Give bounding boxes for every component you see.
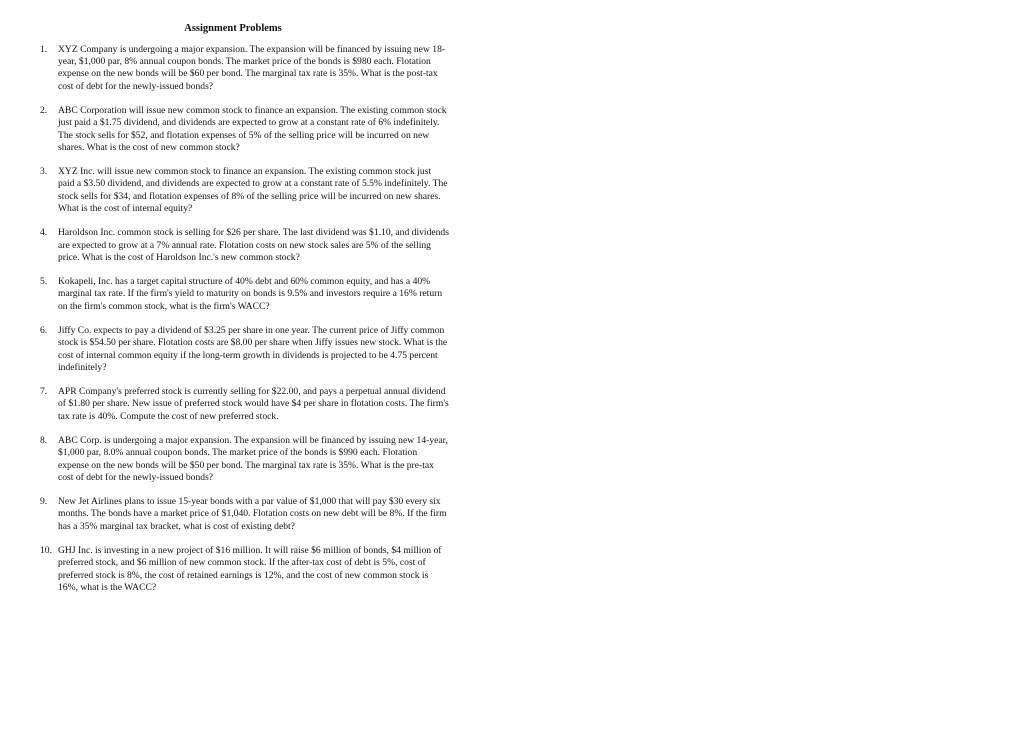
problem-text: ABC Corporation will issue new common stock to finance an expansion. The existing common stock just paid a $1.75 dividend, and dividends are expected to grow at a constant rate of 6% indefinitely. The stock sells for $52, and flotation expenses of 5% of the selling price will be incurred on new shares. What is the cost of new common stock? (58, 105, 447, 153)
problem-item-7 (40, 386, 450, 423)
problem-text: New Jet Airlines plans to issue 15-year bonds with a par value of $1,000 that will pay $30 every six months. The bonds have a market price of $1,040. Flotation costs on new debt will be 8%. If the firm has a 35% marginal tax bracket, what is cost of existing debt? (58, 496, 447, 532)
problem-text: XYZ Inc. will issue new common stock to finance an expansion. The existing common stock just paid a $3.50 dividend, and dividends are expected to grow at a constant rate of 5.5% indefinitely. The stock sells for $34, and flotation expenses of 8% of the selling price will be incurred on new shares. What is the cost of internal equity? (58, 166, 448, 214)
problem-item-4 (40, 227, 450, 264)
problem-number: 7. (40, 386, 48, 398)
problem-text: Kokapeli, Inc. has a target capital structure of 40% debt and 60% common equity, and has a 40% marginal tax rate. If the firm's yield to maturity on bonds is 9.5% and investors require a 16% return on the firm's common stock, what is the firm's WACC? (58, 276, 443, 312)
problem-text: Jiffy Co. expects to pay a dividend of $3.25 per share in one year. The current price of Jiffy common stock is $54.50 per share. Flotation costs are $8.00 per share when Jiffy issues new stock. What is the cost of internal common equity if the long-term growth in dividends is projected to be 4.75 percent indefinitely? (58, 325, 448, 373)
problem-number: 9. (40, 496, 48, 508)
problem-text: GHJ Inc. is investing in a new project of $16 million. It will raise $6 million of bonds, $4 million of preferred stock, and $6 million of new common stock. If the after-tax cost of debt is 5%, cost of preferred stock is 8%, the cost of retained earnings is 12%, and the cost of new common stock is 16%, what is the WACC? (58, 545, 442, 593)
problem-number: 4. (40, 227, 48, 239)
problem-item-1 (40, 44, 450, 93)
problem-item-8 (40, 435, 450, 484)
problem-number: 6. (40, 325, 48, 337)
problem-item-6 (40, 325, 450, 374)
problem-item-3 (40, 166, 450, 215)
problem-text: Haroldson Inc. common stock is selling for $26 per share. The last dividend was $1.10, and dividends are expected to grow at a 7% annual rate. Flotation costs on new stock sales are 5% of the selling price. What is the cost of Haroldson Inc.'s new common stock? (58, 227, 449, 263)
problem-text: ABC Corp. is undergoing a major expansion. The expansion will be financed by issuing new 14-year, $1,000 par, 8.0% annual coupon bonds. The market price of the bonds is $990 each. Flotation expense on the new bonds will be $50 per bond. The marginal tax rate is 35%. What is the pre-tax cost of debt for the newly-issued bonds? (58, 435, 448, 483)
page-title: Assignment Problems (184, 23, 282, 34)
problem-number: 5. (40, 276, 48, 288)
problem-item-10 (40, 545, 450, 594)
problem-text: XYZ Company is undergoing a major expansion. The expansion will be financed by issuing new 18-year, $1,000 par, 8% annual coupon bonds. The market price of the bonds is $980 each. Flotation expense on the new bonds will be $60 per bond. The marginal tax rate is 35%. What is the post-tax cost of debt for the newly-issued bonds? (58, 44, 446, 92)
problem-list (40, 44, 450, 606)
problem-item-2 (40, 105, 450, 154)
problem-number: 10. (40, 545, 52, 557)
problem-item-5 (40, 276, 450, 313)
problem-number: 3. (40, 166, 48, 178)
problem-item-9 (40, 496, 450, 533)
problem-number: 2. (40, 105, 48, 117)
problem-number: 8. (40, 435, 48, 447)
problem-text: APR Company's preferred stock is currently selling for $22.00, and pays a perpetual annual dividend of $1.80 per share. New issue of preferred stock would have $4 per share in flotation costs. The firm's tax rate is 40%. Compute the cost of new preferred stock. (58, 386, 449, 422)
problem-number: 1. (40, 44, 48, 55)
